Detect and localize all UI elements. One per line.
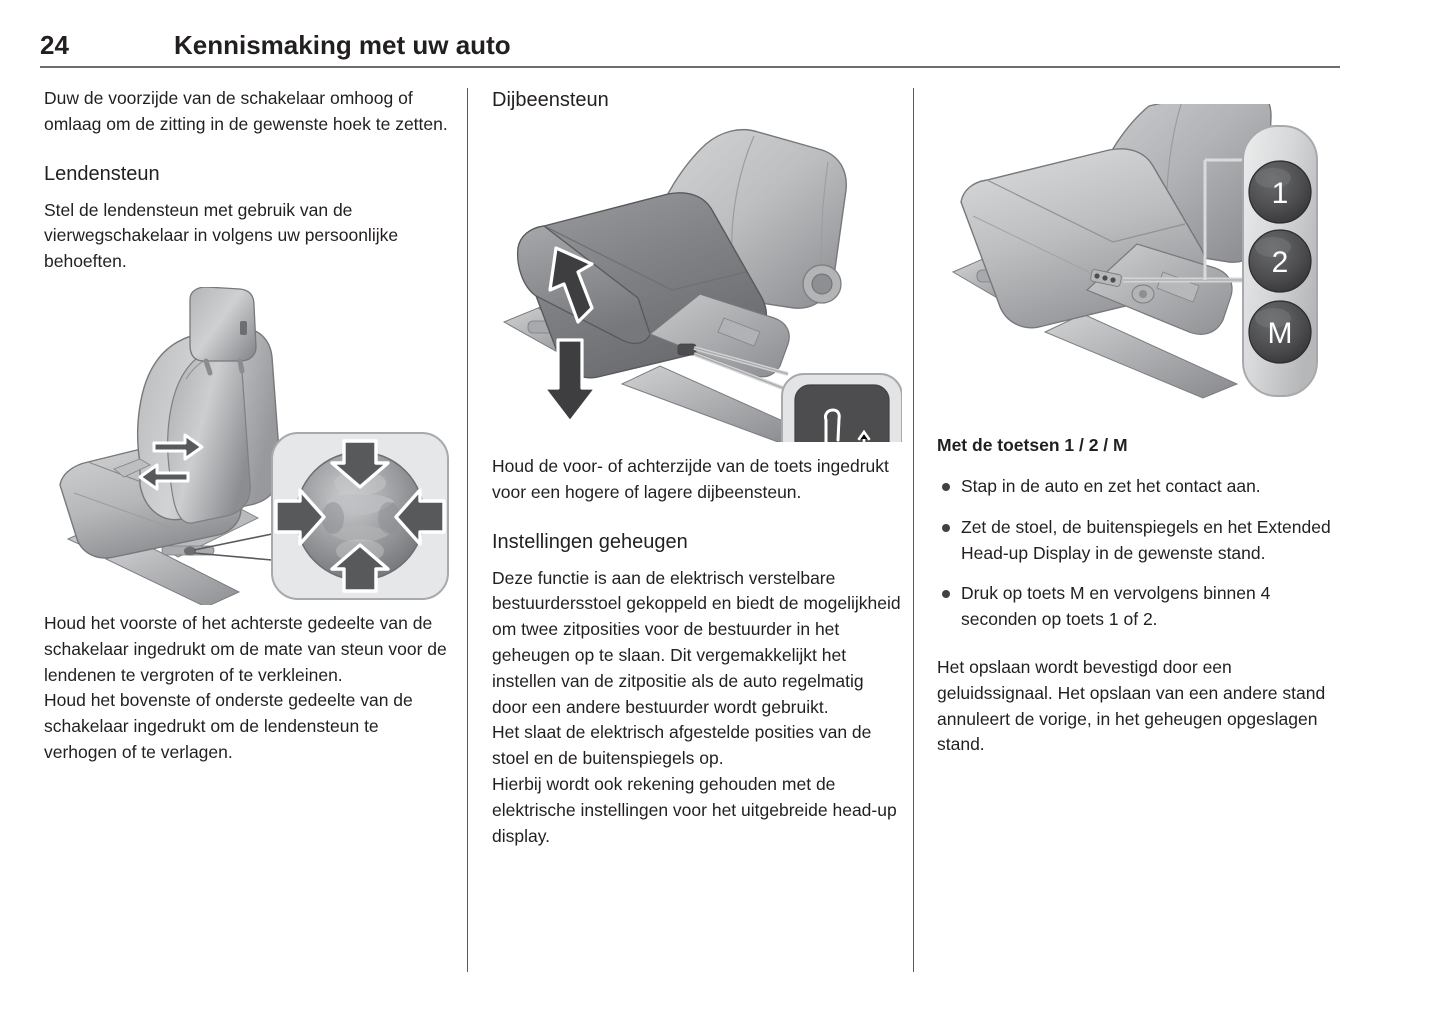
bullet-icon [942,524,950,532]
page-header [40,28,1340,76]
page-number: 24 [40,30,69,60]
col1-intro-paragraph: Duw de voorzijde van de schakelaar omhoog of omlaag om de zitting in de gewenste hoek te zetten. [44,88,448,134]
seat-lumbar-illustration [44,287,454,605]
figure-seat-lumbar-support [44,287,454,605]
figure-seat-thigh-support [492,122,902,442]
col1-paragraph-2: Houd het voorste of het achterste gedeelte van de schakelaar ingedrukt om de mate van steun voor de lendenen te vergroten of te verkleinen. [44,612,447,685]
list-item [937,515,1347,567]
column-1 [44,86,454,766]
memory-button-m-label: M [1267,317,1293,350]
thigh-support-button-callout [782,374,902,442]
header-rule [40,66,1340,68]
column-3 [937,86,1347,758]
bullet-icon [942,590,950,598]
col3-runhead: Met de toetsen 1 / 2 / M [937,435,1128,455]
seat-thigh-illustration [492,122,902,442]
page-title: Kennismaking met uw auto [174,30,511,60]
col3-closing-paragraph: Het opslaan wordt bevestigd door een geluidssignaal. Het opslaan van een andere stand annuleert de vorige, in het geheugen opgeslagen stand. [937,656,1326,755]
figure-seat-memory-buttons [937,104,1347,416]
bullet-icon [942,483,950,491]
memory-button-2-label: 2 [1271,246,1289,279]
col2-paragraph-4: Hierbij wordt ook rekening gehouden met de elektrische instellingen voor het uitgebreide head-up display. [492,773,897,846]
memory-button-1[interactable] [1249,161,1311,223]
list-item-text: Stap in de auto en zet het contact aan. [961,476,1261,496]
memory-button-m[interactable] [1249,301,1311,363]
col2-paragraph-2: Deze functie is aan de elektrisch verstelbare bestuurdersstoel gekoppeld en biedt de mogelijkheid om twee zitposities voor de bestuurder in het geheugen op te slaan. Dit vergemakkelijkt het instellen van de zitpositie als de auto regelmatig door een andere bestuurder wordt gebruikt. [492,567,901,717]
memory-button-2[interactable] [1249,230,1311,292]
col3-bullet-list [937,474,1347,633]
col1-subhead-lendensteun: Lendensteun [44,162,160,185]
four-way-switch-callout [272,433,448,599]
list-item-text: Druk op toets M en vervolgens binnen 4 seconden op toets 1 of 2. [961,583,1271,630]
memory-button-panel-callout [1243,126,1317,396]
list-item [937,474,1347,500]
col1-paragraph-3: Houd het bovenste of onderste gedeelte van de schakelaar ingedrukt om de lendensteun te verhogen of te verlagen. [44,690,413,762]
column-divider-2 [913,88,914,972]
seat-memory-illustration [937,104,1347,416]
col2-subhead-instellingen-geheugen: Instellingen geheugen [492,530,688,553]
memory-button-1-label: 1 [1271,177,1289,210]
col1-paragraph-1: Stel de lendensteun met gebruik van de vierwegschakelaar in volgens uw persoonlijke behoeften. [44,199,399,272]
col2-paragraph-1: Houd de voor- of achterzijde van de toets ingedrukt voor een hogere of lagere dijbeensteun. [492,456,889,502]
list-item-text: Zet de stoel, de buitenspiegels en het Extended Head-up Display in de gewenste stand. [961,516,1331,563]
list-item [937,581,1347,633]
col2-paragraph-3: Het slaat de elektrisch afgestelde posities van de stoel en de buitenspiegels op. [492,722,872,769]
col2-subhead-dijbeensteun: Dijbeensteun [492,89,609,111]
content-columns [0,86,1445,986]
column-2 [492,86,902,849]
column-divider-1 [467,88,468,972]
